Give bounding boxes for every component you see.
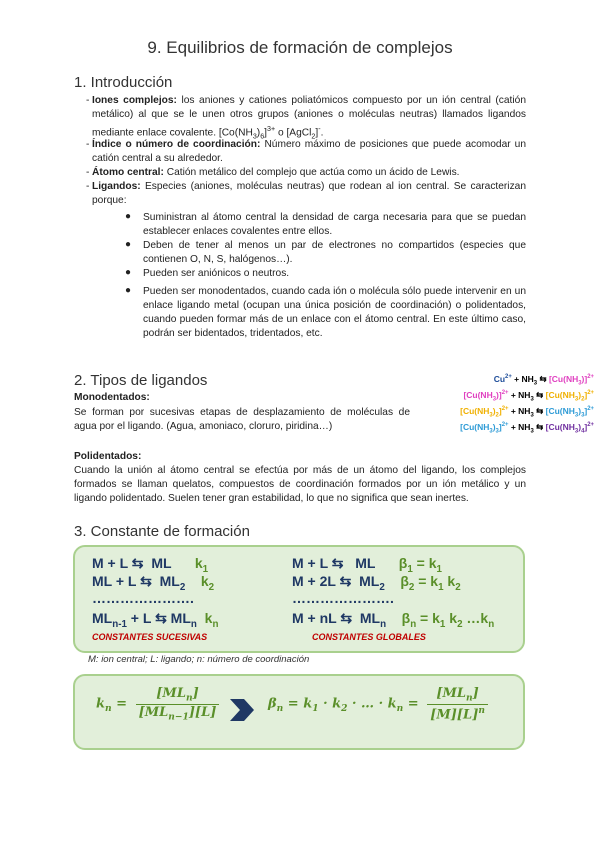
definition-text: Especies (aniones, moléculas neutras) que rodean al ion central. Se caracterizan porque: <box>92 181 526 206</box>
formula-beta-n: $\beta_n = k_1 \cdot k_2$ · … · $k_n$ = $\frac{[ML_n]}{[M][L]^n}$ <box>268 686 492 722</box>
section-heading-tipos-ligandos: 2. Tipos de ligandos <box>74 372 208 389</box>
definition-text: los aniones y cationes poliatómicos compuesto por un ión central (catión metálico) al que se le unen otros grupos (aniones o moléculas neutras) llamados ligandos mediante enlace covalente. [Co(NH <box>92 95 526 139</box>
equation-global-1: M + L ⇆ ML $\beta_1 = k_1$ <box>292 555 442 575</box>
list-item-atomo-central: - Átomo central: Catión metálico del complejo que actúa como un ácido de Lewis. <box>86 167 460 178</box>
subheading-monodentados: Monodentados: <box>74 392 150 403</box>
legend-text: M: ion central; L: ligando; n: número de coordinación <box>88 654 310 665</box>
subheading-polidentados: Polidentados: <box>74 451 142 462</box>
equation-step-1: M + L ⇆ ML $k_1$ <box>92 555 209 575</box>
section-heading-introduccion: 1. Introducción <box>74 74 173 91</box>
paragraph-monodentados: Se forman por sucesivas etapas de desplazamiento de moléculas de agua por el ligando. (Agua, amoniaco, cloruro, piridina…) <box>74 407 410 432</box>
reaction-equation: $Cu^{2+} + NH_3$ ⇆ $[Cu(NH_3)]^{2+}$ <box>493 374 594 387</box>
reaction-equation: $[Cu(NH_3)]^{2+} + NH_3$ ⇆ $[Cu(NH_3)_2]^{2+}$ <box>463 390 594 403</box>
paragraph-polidentados: Cuando la unión al átomo central se efectúa por más de un átomo del ligando, los complejos formados se llaman quelatos, compuestos de coordinación formados por un ión metálico y un ligando polidentado. Suelen tener gran estabilidad, lo que no significa que sean inertes. <box>74 465 526 504</box>
formula-kn: $k_n$ = $\frac{[ML_n]}{[ML_{n-1}][L]}$ <box>96 686 223 722</box>
list-item-iones-complejos: - Iones complejos: los aniones y cationes poliatómicos compuesto por un ión central (catión metálico) al que se le unen otros grupos (aniones o moléculas neutras) llamados ligandos mediante enlace covalente. $[Co(NH_3)_6]^{3+}$ o [AgCl$_2$]-. <box>86 95 526 141</box>
term-iones-complejos: Iones complejos: <box>92 95 177 106</box>
term-ligandos: Ligandos: <box>92 181 141 192</box>
arrow-right-icon <box>230 699 254 721</box>
reaction-equation: $[Cu(NH_3)_3]^{2+} + NH_3$ ⇆ $[Cu(NH_3)_4]^{2+}$ <box>460 422 594 435</box>
label-constantes-globales: CONSTANTES GLOBALES <box>312 632 426 642</box>
definition-text: Catión metálico del complejo que actúa como un ácido de Lewis. <box>163 167 460 178</box>
bullet-item: ● Deben de tener al menos un par de electrones no compartidos (especies que contienen O, N, S, halógenos…). <box>125 239 526 265</box>
dots-globales: …………………. <box>292 590 394 606</box>
equation-global-n: M + nL ⇆ $ML_n$ $\beta_n = k_1$ $k_2$ $\dots k_n$ <box>292 610 495 630</box>
label-constantes-sucesivas: CONSTANTES SUCESIVAS <box>92 632 208 642</box>
equation-step-n: $ML_{n-1} + L$ ⇆ $ML_n$ $k_n$ <box>92 610 219 630</box>
bullet-item: ● Suministran al átomo central la densidad de carga necesaria para que se puedan establecer enlaces covalentes entre ellos. <box>125 211 526 237</box>
term-indice: Índice o número de coordinación: <box>92 139 261 150</box>
list-item-indice-coordinacion: - Índice o número de coordinación: Número máximo de posiciones que puede acomodar un catión central a su alrededor. <box>86 139 526 164</box>
reaction-equation: $[Cu(NH_3)_2]^{2+} + NH_3$ ⇆ $[Cu(NH_3)_3]^{2+}$ <box>460 406 594 419</box>
section-heading-constante-formacion: 3. Constante de formación <box>74 523 250 540</box>
list-item-ligandos: - Ligandos: Especies (aniones, moléculas neutras) que rodean al ion central. Se caracterizan porque: <box>86 181 526 206</box>
document-title: 9. Equilibrios de formación de complejos <box>147 38 453 57</box>
equation-global-2: M + 2L ⇆ $ML_2$ $\beta_2 = k_1$ $k_2$ <box>292 573 461 593</box>
dots-sucesivas: …………………. <box>92 590 194 606</box>
definition-text: Número máximo de posiciones que puede acomodar un catión central a su alrededor. <box>92 139 526 164</box>
equation-step-2: ML + L ⇆ $ML_2$ $k_2$ <box>92 573 215 593</box>
bullet-item: ● Pueden ser monodentados, cuando cada ión o molécula sólo puede intervenir en un enlace ligando metal (ocupan una única posición de coordinación) o polidentados, cuando pueden formar más de un enlace con el átomo central. En este último caso, podrán ser bidentados, tridentados, etc. <box>125 285 526 339</box>
bullet-item: ● Pueden ser aniónicos o neutros. <box>125 267 290 279</box>
term-atomo-central: Átomo central: <box>92 167 164 178</box>
